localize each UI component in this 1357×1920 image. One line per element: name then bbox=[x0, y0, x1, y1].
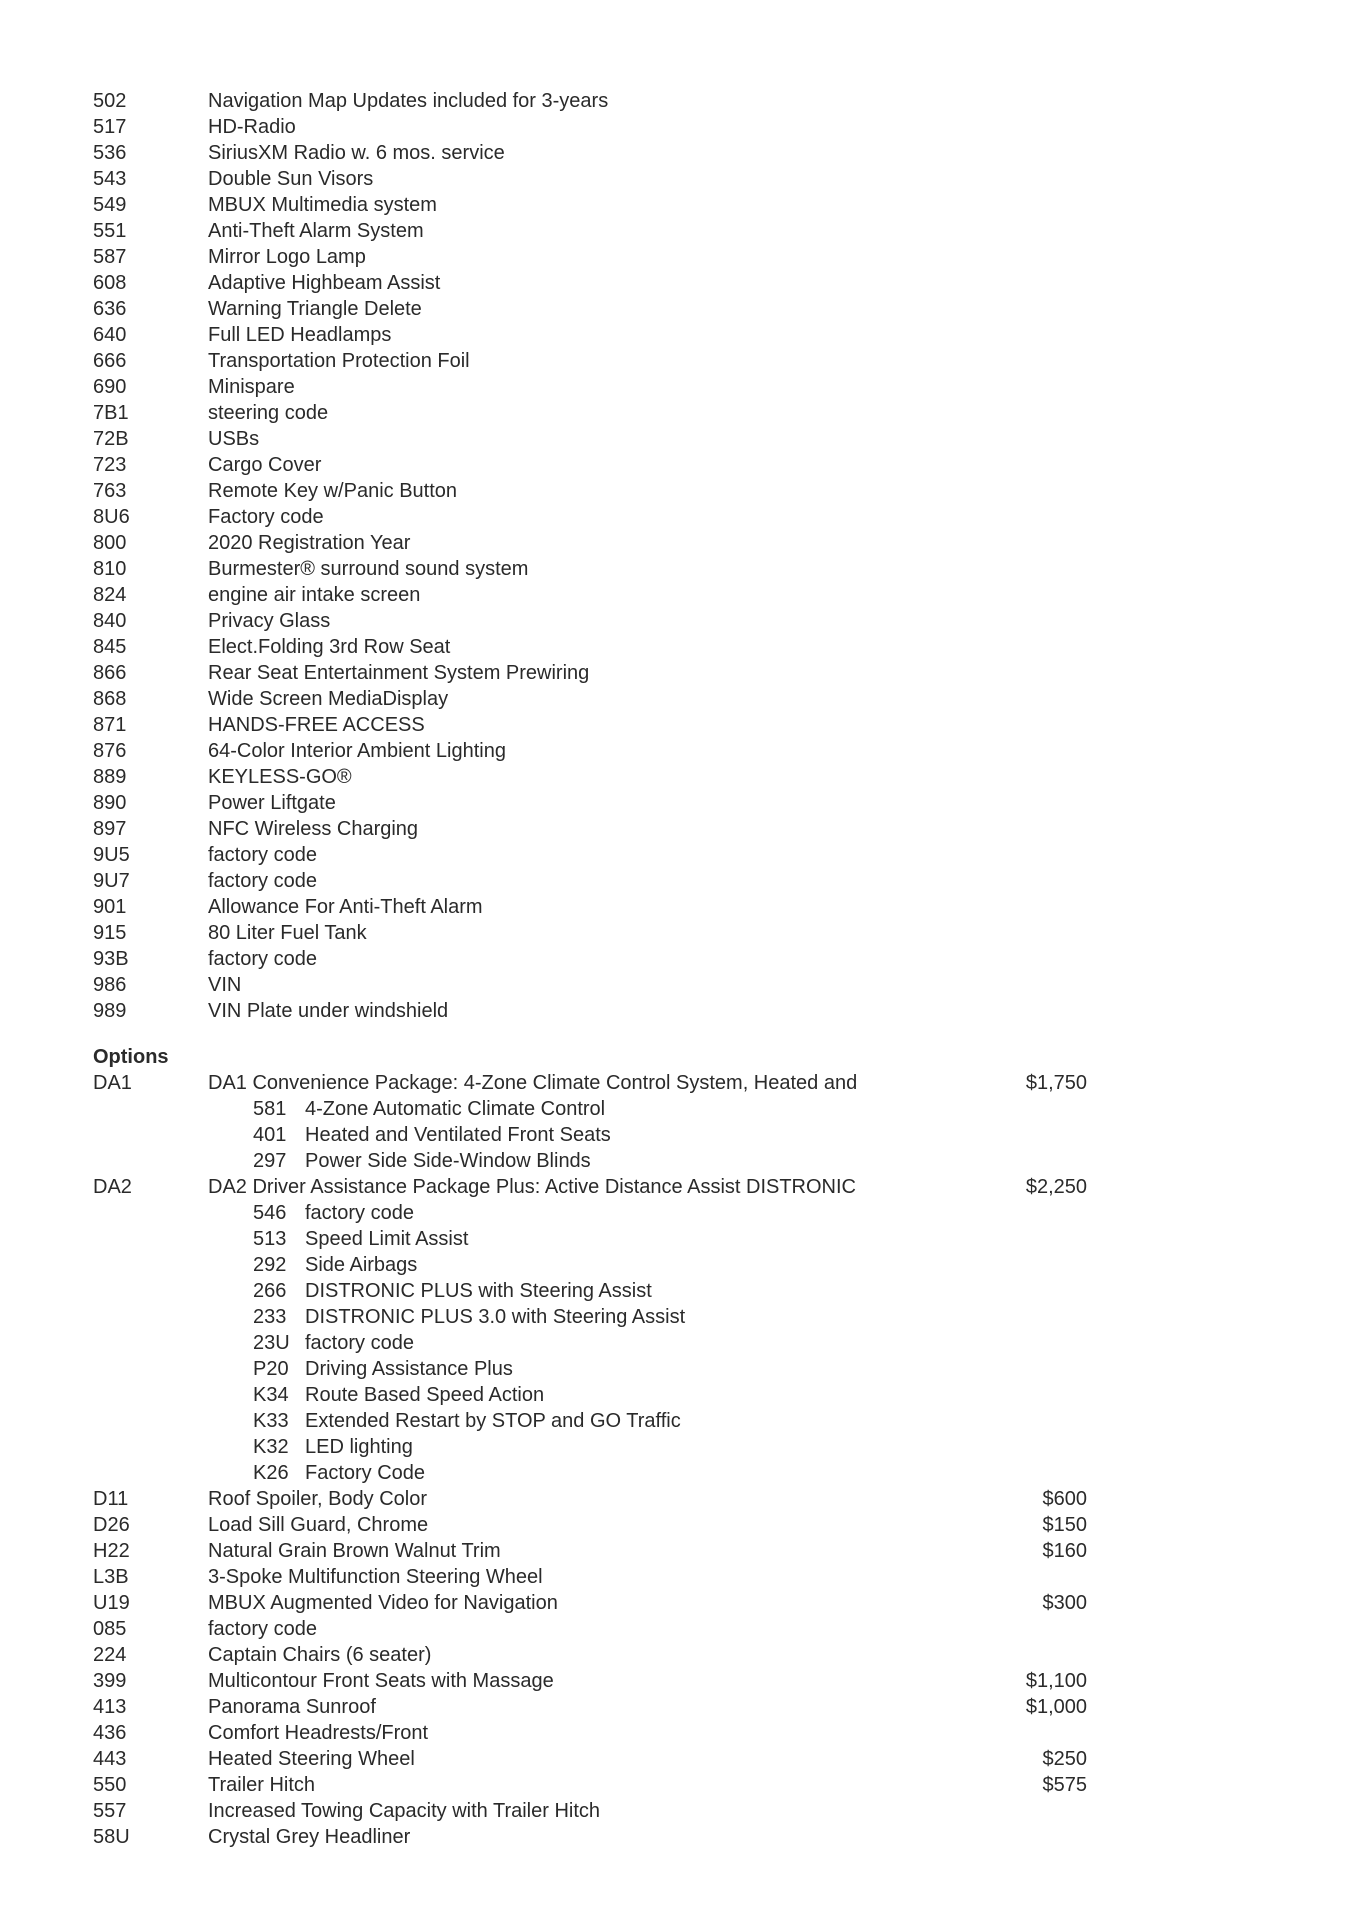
equipment-row bbox=[0, 530, 1357, 556]
option-description: Power Liftgate bbox=[208, 792, 336, 814]
package-item-description: 4-Zone Automatic Climate Control bbox=[305, 1098, 606, 1120]
option-description: Rear Seat Entertainment System Prewiring bbox=[208, 662, 590, 684]
option-price: $300 bbox=[1042, 1592, 1087, 1614]
option-code: 897 bbox=[93, 818, 127, 840]
option-description: DA1 Convenience Package: 4-Zone Climate Control System, Heated and bbox=[208, 1072, 858, 1094]
option-description: VIN Plate under windshield bbox=[208, 1000, 449, 1022]
option-description: factory code bbox=[208, 870, 317, 892]
package-item-description: Extended Restart by STOP and GO Traffic bbox=[305, 1410, 681, 1432]
option-code: D11 bbox=[93, 1488, 129, 1510]
option-code: 866 bbox=[93, 662, 127, 684]
option-code: DA2 bbox=[93, 1176, 132, 1198]
option-description: Multicontour Front Seats with Massage bbox=[208, 1670, 554, 1692]
option-description: SiriusXM Radio w. 6 mos. service bbox=[208, 142, 505, 164]
equipment-row bbox=[0, 556, 1357, 582]
equipment-row bbox=[0, 504, 1357, 530]
package-item-code: 581 bbox=[253, 1098, 287, 1120]
option-code: 890 bbox=[93, 792, 127, 814]
option-code: 502 bbox=[93, 90, 127, 112]
option-description: factory code bbox=[208, 1618, 317, 1640]
package-item-code: 23U bbox=[253, 1332, 290, 1354]
option-code: 723 bbox=[93, 454, 127, 476]
package-item-row bbox=[0, 1408, 1357, 1434]
option-description: Transportation Protection Foil bbox=[208, 350, 470, 372]
equipment-row bbox=[0, 348, 1357, 374]
package-item-code: 546 bbox=[253, 1202, 287, 1224]
option-code: 93B bbox=[93, 948, 129, 970]
option-description: Adaptive Highbeam Assist bbox=[208, 272, 441, 294]
option-price: $1,750 bbox=[1025, 1072, 1087, 1094]
option-code: H22 bbox=[93, 1540, 130, 1562]
package-item-description: Power Side Side-Window Blinds bbox=[305, 1150, 591, 1172]
option-row bbox=[0, 1642, 1357, 1668]
option-description: Anti-Theft Alarm System bbox=[208, 220, 424, 242]
package-item-row bbox=[0, 1304, 1357, 1330]
option-code: 436 bbox=[93, 1722, 127, 1744]
equipment-row bbox=[0, 426, 1357, 452]
option-description: Allowance For Anti-Theft Alarm bbox=[208, 896, 483, 918]
option-code: 085 bbox=[93, 1618, 127, 1640]
package-item-row bbox=[0, 1148, 1357, 1174]
option-code: 224 bbox=[93, 1644, 127, 1666]
equipment-row bbox=[0, 868, 1357, 894]
option-description: engine air intake screen bbox=[208, 584, 421, 606]
equipment-row bbox=[0, 972, 1357, 998]
option-description: Panorama Sunroof bbox=[208, 1696, 376, 1718]
equipment-row bbox=[0, 894, 1357, 920]
equipment-row bbox=[0, 88, 1357, 114]
package-item-description: LED lighting bbox=[305, 1436, 413, 1458]
option-description: Roof Spoiler, Body Color bbox=[208, 1488, 428, 1510]
package-item-description: factory code bbox=[305, 1332, 414, 1354]
equipment-row bbox=[0, 192, 1357, 218]
option-description: DA2 Driver Assistance Package Plus: Active Distance Assist DISTRONIC bbox=[208, 1176, 856, 1198]
option-row bbox=[0, 1564, 1357, 1590]
option-description: Increased Towing Capacity with Trailer Hitch bbox=[208, 1800, 601, 1822]
option-description: Double Sun Visors bbox=[208, 168, 374, 190]
option-price: $150 bbox=[1042, 1514, 1087, 1536]
option-code: 399 bbox=[93, 1670, 127, 1692]
option-price: $160 bbox=[1042, 1540, 1087, 1562]
equipment-row bbox=[0, 478, 1357, 504]
option-row bbox=[0, 1720, 1357, 1746]
equipment-row bbox=[0, 140, 1357, 166]
package-item-row bbox=[0, 1434, 1357, 1460]
equipment-row bbox=[0, 660, 1357, 686]
equipment-row bbox=[0, 322, 1357, 348]
option-description: Load Sill Guard, Chrome bbox=[208, 1514, 429, 1536]
package-item-code: K34 bbox=[253, 1384, 289, 1406]
option-row bbox=[0, 1616, 1357, 1642]
option-description: Wide Screen MediaDisplay bbox=[208, 688, 449, 710]
option-code: 9U7 bbox=[93, 870, 130, 892]
option-price: $600 bbox=[1042, 1488, 1087, 1510]
option-code: L3B bbox=[93, 1566, 129, 1588]
option-description: 80 Liter Fuel Tank bbox=[208, 922, 367, 944]
option-description: VIN bbox=[208, 974, 242, 996]
option-code: 536 bbox=[93, 142, 127, 164]
option-code: 9U5 bbox=[93, 844, 130, 866]
option-description: Remote Key w/Panic Button bbox=[208, 480, 458, 502]
option-row bbox=[0, 1538, 1357, 1564]
option-code: 889 bbox=[93, 766, 127, 788]
equipment-row bbox=[0, 608, 1357, 634]
option-description: HD-Radio bbox=[208, 116, 296, 138]
equipment-list bbox=[0, 88, 1357, 1850]
equipment-row bbox=[0, 270, 1357, 296]
equipment-row bbox=[0, 816, 1357, 842]
option-row bbox=[0, 1824, 1357, 1850]
option-code: 871 bbox=[93, 714, 127, 736]
option-description: Heated Steering Wheel bbox=[208, 1748, 415, 1770]
package-item-row bbox=[0, 1382, 1357, 1408]
package-item-row bbox=[0, 1330, 1357, 1356]
option-row bbox=[0, 1694, 1357, 1720]
option-row bbox=[0, 1772, 1357, 1798]
option-description: HANDS-FREE ACCESS bbox=[208, 714, 425, 736]
option-code: 557 bbox=[93, 1800, 127, 1822]
option-code: 915 bbox=[93, 922, 127, 944]
option-price: $2,250 bbox=[1025, 1176, 1087, 1198]
package-item-code: K26 bbox=[253, 1462, 289, 1484]
option-code: 8U6 bbox=[93, 506, 130, 528]
option-code: 690 bbox=[93, 376, 127, 398]
option-price: $575 bbox=[1042, 1774, 1087, 1796]
option-row bbox=[0, 1668, 1357, 1694]
option-description: KEYLESS-GO® bbox=[208, 766, 352, 788]
option-description: 3-Spoke Multifunction Steering Wheel bbox=[208, 1566, 543, 1588]
package-item-description: DISTRONIC PLUS with Steering Assist bbox=[305, 1280, 652, 1302]
options-heading-row bbox=[0, 1044, 1357, 1070]
equipment-row bbox=[0, 738, 1357, 764]
package-item-code: 292 bbox=[253, 1254, 287, 1276]
option-code: 986 bbox=[93, 974, 127, 996]
option-row bbox=[0, 1590, 1357, 1616]
equipment-row bbox=[0, 582, 1357, 608]
option-code: 517 bbox=[93, 116, 127, 138]
option-description: Natural Grain Brown Walnut Trim bbox=[208, 1540, 501, 1562]
equipment-row bbox=[0, 166, 1357, 192]
equipment-row bbox=[0, 920, 1357, 946]
option-description: 2020 Registration Year bbox=[208, 532, 411, 554]
package-item-row bbox=[0, 1252, 1357, 1278]
option-price: $250 bbox=[1042, 1748, 1087, 1770]
option-code: 7B1 bbox=[93, 402, 129, 424]
option-description: Trailer Hitch bbox=[208, 1774, 316, 1796]
package-item-description: Side Airbags bbox=[305, 1254, 418, 1276]
package-item-description: DISTRONIC PLUS 3.0 with Steering Assist bbox=[305, 1306, 686, 1328]
option-price: $1,100 bbox=[1025, 1670, 1087, 1692]
option-description: Warning Triangle Delete bbox=[208, 298, 422, 320]
package-item-code: 513 bbox=[253, 1228, 287, 1250]
option-code: DA1 bbox=[93, 1072, 132, 1094]
option-code: 413 bbox=[93, 1696, 127, 1718]
package-item-row bbox=[0, 1200, 1357, 1226]
package-item-description: Speed Limit Assist bbox=[305, 1228, 469, 1250]
package-item-row bbox=[0, 1460, 1357, 1486]
option-row bbox=[0, 1512, 1357, 1538]
package-item-row bbox=[0, 1356, 1357, 1382]
option-code: 989 bbox=[93, 1000, 127, 1022]
equipment-row bbox=[0, 998, 1357, 1024]
option-code: 640 bbox=[93, 324, 127, 346]
option-code: 543 bbox=[93, 168, 127, 190]
option-description: Full LED Headlamps bbox=[208, 324, 392, 346]
option-row bbox=[0, 1174, 1357, 1200]
option-description: Crystal Grey Headliner bbox=[208, 1826, 411, 1848]
option-code: 868 bbox=[93, 688, 127, 710]
package-item-description: Driving Assistance Plus bbox=[305, 1358, 513, 1380]
option-row bbox=[0, 1486, 1357, 1512]
option-description: factory code bbox=[208, 948, 317, 970]
package-item-code: P20 bbox=[253, 1358, 289, 1380]
equipment-row bbox=[0, 842, 1357, 868]
package-item-code: K32 bbox=[253, 1436, 289, 1458]
option-code: 608 bbox=[93, 272, 127, 294]
package-item-description: Heated and Ventilated Front Seats bbox=[305, 1124, 611, 1146]
option-description: factory code bbox=[208, 844, 317, 866]
option-code: 549 bbox=[93, 194, 127, 216]
option-code: 58U bbox=[93, 1826, 130, 1848]
equipment-row bbox=[0, 400, 1357, 426]
package-item-code: 266 bbox=[253, 1280, 287, 1302]
option-row bbox=[0, 1746, 1357, 1772]
equipment-row bbox=[0, 764, 1357, 790]
option-code: 72B bbox=[93, 428, 129, 450]
option-description: Captain Chairs (6 seater) bbox=[208, 1644, 432, 1666]
option-code: D26 bbox=[93, 1514, 130, 1536]
option-code: 840 bbox=[93, 610, 127, 632]
option-description: MBUX Augmented Video for Navigation bbox=[208, 1592, 558, 1614]
option-code: 901 bbox=[93, 896, 127, 918]
option-code: 587 bbox=[93, 246, 127, 268]
option-code: 551 bbox=[93, 220, 127, 242]
option-description: Cargo Cover bbox=[208, 454, 322, 476]
package-item-description: factory code bbox=[305, 1202, 414, 1224]
equipment-row bbox=[0, 452, 1357, 478]
option-description: Mirror Logo Lamp bbox=[208, 246, 366, 268]
option-code: 824 bbox=[93, 584, 127, 606]
option-row bbox=[0, 1070, 1357, 1096]
option-code: 800 bbox=[93, 532, 127, 554]
option-code: U19 bbox=[93, 1592, 130, 1614]
package-item-code: 233 bbox=[253, 1306, 287, 1328]
option-description: Burmester® surround sound system bbox=[208, 558, 529, 580]
option-description: Comfort Headrests/Front bbox=[208, 1722, 429, 1744]
option-description: Privacy Glass bbox=[208, 610, 331, 632]
equipment-row bbox=[0, 114, 1357, 140]
package-item-row bbox=[0, 1122, 1357, 1148]
option-description: Minispare bbox=[208, 376, 295, 398]
option-description: Navigation Map Updates included for 3-years bbox=[208, 90, 609, 112]
option-code: 666 bbox=[93, 350, 127, 372]
package-item-description: Factory Code bbox=[305, 1462, 426, 1484]
option-code: 876 bbox=[93, 740, 127, 762]
option-description: MBUX Multimedia system bbox=[208, 194, 437, 216]
equipment-row bbox=[0, 634, 1357, 660]
option-code: 550 bbox=[93, 1774, 127, 1796]
option-description: steering code bbox=[208, 402, 329, 424]
option-description: Elect.Folding 3rd Row Seat bbox=[208, 636, 451, 658]
equipment-row bbox=[0, 244, 1357, 270]
option-description: USBs bbox=[208, 428, 260, 450]
options-heading: Options bbox=[93, 1046, 169, 1068]
equipment-row bbox=[0, 946, 1357, 972]
option-row bbox=[0, 1798, 1357, 1824]
equipment-row bbox=[0, 296, 1357, 322]
equipment-row bbox=[0, 218, 1357, 244]
package-item-row bbox=[0, 1226, 1357, 1252]
option-description: 64-Color Interior Ambient Lighting bbox=[208, 740, 506, 762]
package-item-code: K33 bbox=[253, 1410, 289, 1432]
option-code: 763 bbox=[93, 480, 127, 502]
option-code: 845 bbox=[93, 636, 127, 658]
option-description: Factory code bbox=[208, 506, 324, 528]
equipment-row bbox=[0, 712, 1357, 738]
package-item-row bbox=[0, 1278, 1357, 1304]
option-code: 636 bbox=[93, 298, 127, 320]
equipment-row bbox=[0, 686, 1357, 712]
package-item-description: Route Based Speed Action bbox=[305, 1384, 545, 1406]
package-item-row bbox=[0, 1096, 1357, 1122]
option-code: 810 bbox=[93, 558, 127, 580]
option-code: 443 bbox=[93, 1748, 127, 1770]
package-item-code: 401 bbox=[253, 1124, 287, 1146]
option-price: $1,000 bbox=[1025, 1696, 1087, 1718]
option-description: NFC Wireless Charging bbox=[208, 818, 419, 840]
equipment-row bbox=[0, 374, 1357, 400]
package-item-code: 297 bbox=[253, 1150, 287, 1172]
equipment-row bbox=[0, 790, 1357, 816]
